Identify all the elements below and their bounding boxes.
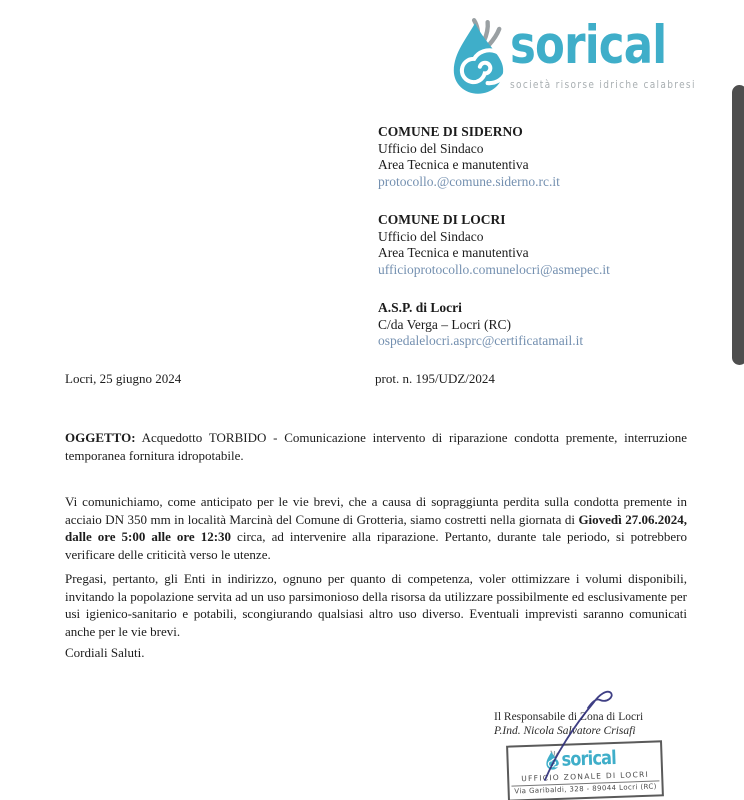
recipient-comune-siderno [378, 124, 708, 190]
recipient-name: COMUNE DI LOCRI [378, 212, 506, 227]
para1-bold-date: Giovedì 27.06.2024, dalle ore 5:00 alle ore 12:30 [65, 511, 687, 544]
place-and-date: Locri, 25 giugno 2024 [65, 371, 182, 386]
stamp-water-drop-icon [544, 750, 560, 771]
recipient-name: A.S.P. di Locri [378, 300, 462, 315]
office-stamp [506, 740, 664, 800]
para1-text: circa, ad intervenire alla riparazione. Pertanto, durante tale periodo, si potrebbero verificare delle criticità verso le utenze. [65, 529, 687, 562]
recipient-line: Ufficio del Sindaco [378, 228, 484, 244]
para1-text: Vi comunichiamo, come anticipato per le vie brevi, che a causa di sopraggiunta perdita sulla condotta premente in acciaio DN 350 mm in località Marcinà del Comune di Grotteria, siamo costretti nella giornata di [65, 494, 687, 527]
recipient-line: C/da Verga – Locri (RC) [378, 316, 511, 332]
brand-text-column [510, 16, 696, 91]
subject-paragraph [65, 429, 687, 464]
recipient-asp-locri [378, 300, 708, 350]
recipient-name: COMUNE DI SIDERNO [378, 124, 523, 139]
sorical-letterhead [448, 16, 737, 96]
body-paragraph-1 [65, 493, 687, 563]
signer-name: P.Ind. Nicola Salvatore Crisafi [494, 724, 636, 737]
brand-tagline: società risorse idriche calabresi [510, 78, 696, 91]
subject-text: Acquedotto TORBIDO - Comunicazione intervento di riparazione condotta premente, interruzione temporanea fornitura idropotabile. [65, 430, 687, 463]
signature-block [494, 711, 643, 738]
brand-name: sorical [510, 15, 667, 76]
stamp-office-name: UFFICIO ZONALE DI LOCRI [521, 769, 650, 784]
dateline-row [65, 371, 687, 387]
closing-salutation: Cordiali Saluti. [65, 645, 145, 660]
water-drop-icon [448, 16, 506, 96]
protocol-number: prot. n. 195/UDZ/2024 [375, 371, 495, 386]
recipient-email-link[interactable]: protocollo.@comune.siderno.rc.it [378, 173, 560, 189]
stamp-address: Via Garibaldi, 328 - 89044 Locri (RC) [511, 780, 660, 795]
recipient-email-link[interactable]: ufficioprotocollo.comunelocri@asmepec.it [378, 261, 610, 277]
stamp-brand-name: sorical [560, 746, 616, 771]
recipient-list [378, 124, 708, 362]
recipient-line: Ufficio del Sindaco [378, 140, 484, 156]
recipient-comune-locri [378, 212, 708, 278]
recipient-line: Area Tecnica e manutentiva [378, 245, 529, 260]
signer-role: Il Responsabile di Zona di Locri [494, 711, 644, 723]
recipient-email-link[interactable]: ospedalelocri.asprc@certificatamail.it [378, 333, 584, 348]
recipient-line: Area Tecnica e manutentiva [378, 157, 529, 172]
stamp-logo-row [544, 746, 626, 773]
subject-label: OGGETTO: [65, 430, 136, 445]
scrollbar-thumb[interactable] [732, 85, 744, 365]
body-paragraph-2: Pregasi, pertanto, gli Enti in indirizzo, ognuno per quanto di competenza, voler ottimizzare i volumi disponibili, invitando la popolazione servita ad un uso parsimonioso della risorsa da utilizzare possibilmente ed esclusivamente per usi igienico-sanitario e potabili, scongiurando qualsiasi altro uso diverso. Eventuali imprevisti saranno comunicati anche per le vie brevi. [65, 571, 687, 639]
